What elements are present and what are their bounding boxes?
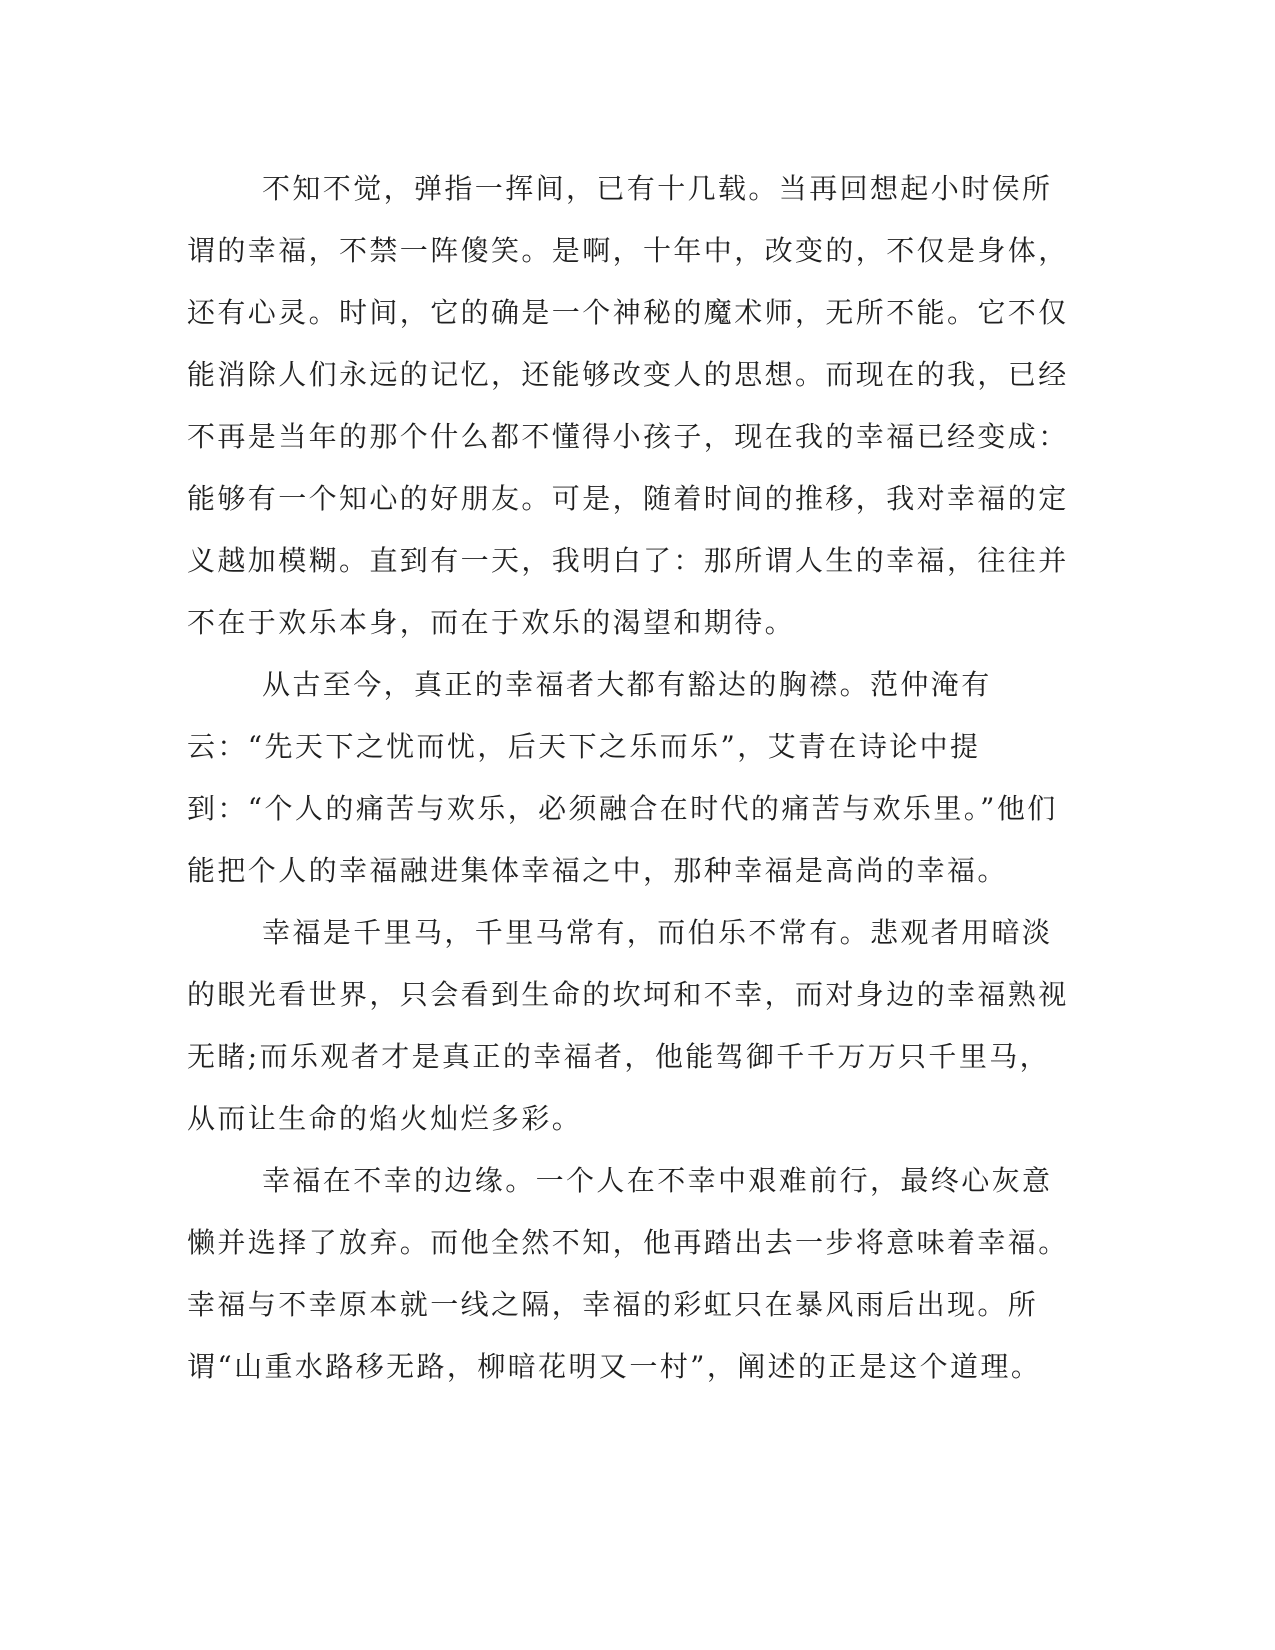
paragraph: 从古至今，真正的幸福者大都有豁达的胸襟。范仲淹有云：“先天下之忧而忧，后天下之乐而乐”，艾青在诗论中提到：“个人的痛苦与欢乐，必须融合在时代的痛苦与欢乐里。”他们能把个人的幸福融进集体幸福之中，那种幸福是高尚的幸福。 — [187, 668, 1058, 887]
paragraph: 幸福在不幸的边缘。一个人在不幸中艰难前行，最终心灰意懒并选择了放弃。而他全然不知，他再踏出去一步将意味着幸福。幸福与不幸原本就一线之隔，幸福的彩虹只在暴风雨后出现。所谓“山重水路移无路，柳暗花明又一村”，阐述的正是这个道理。 — [187, 1164, 1069, 1383]
paragraph: 幸福是千里马，千里马常有，而伯乐不常有。悲观者用暗淡的眼光看世界，只会看到生命的坎坷和不幸，而对身边的幸福熟视无睹;而乐观者才是真正的幸福者，他能驾御千千万万只千里马，从而让生命的焰火灿烂多彩。 — [187, 916, 1069, 1135]
paragraph: 不知不觉，弹指一挥间，已有十几载。当再回想起小时侯所谓的幸福，不禁一阵傻笑。是啊，十年中，改变的，不仅是身体，还有心灵。时间，它的确是一个神秘的魔术师，无所不能。它不仅能消除人们永远的记忆，还能够改变人的思想。而现在的我，已经不再是当年的那个什么都不懂得小孩子，现在我的幸福已经变成：能够有一个知心的好朋友。可是，随着时间的推移，我对幸福的定义越加模糊。直到有一天，我明白了：那所谓人生的幸福，往往并不在于欢乐本身，而在于欢乐的渴望和期待。 — [187, 172, 1069, 639]
document-body — [187, 158, 1077, 1398]
